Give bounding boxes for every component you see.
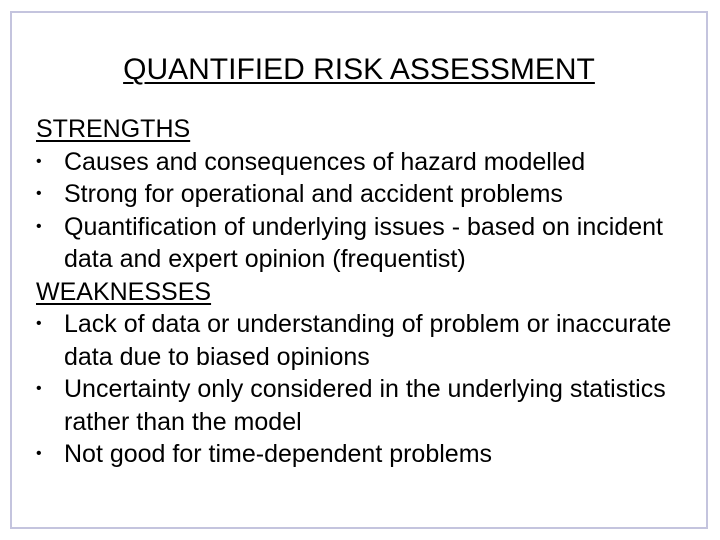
strengths-item: [36, 178, 706, 211]
slide: [10, 11, 708, 529]
slide-title-text: QUANTIFIED RISK ASSESSMENT: [123, 53, 595, 86]
weaknesses-item: [36, 438, 706, 471]
bullet-icon: •: [36, 185, 42, 202]
slide-body: [36, 113, 706, 471]
strengths-heading: STRENGTHS: [36, 115, 191, 143]
strengths-item: [36, 146, 706, 179]
strengths-item-text: Causes and consequences of hazard modelled: [64, 147, 586, 176]
weaknesses-item: [36, 373, 706, 438]
strengths-item-text: Strong for operational and accident problems: [64, 180, 563, 208]
weaknesses-item-text: Uncertainty only considered in the underlying statistics rather than the model: [64, 375, 666, 436]
strengths-item: [36, 211, 706, 276]
slide-title: [12, 51, 706, 89]
weaknesses-item-text: Not good for time-dependent problems: [64, 440, 493, 468]
strengths-item-text: Quantification of underlying issues - based on incident data and expert opinion (frequentist): [64, 212, 663, 273]
weaknesses-item: [36, 308, 706, 373]
bullet-icon: •: [36, 380, 42, 397]
weaknesses-heading: WEAKNESSES: [36, 277, 212, 306]
bullet-icon: •: [36, 445, 42, 462]
bullet-icon: •: [36, 315, 42, 332]
weaknesses-item-text: Lack of data or understanding of problem or inaccurate data due to biased opinions: [64, 310, 672, 371]
bullet-icon: •: [36, 217, 42, 235]
bullet-icon: •: [36, 152, 42, 170]
